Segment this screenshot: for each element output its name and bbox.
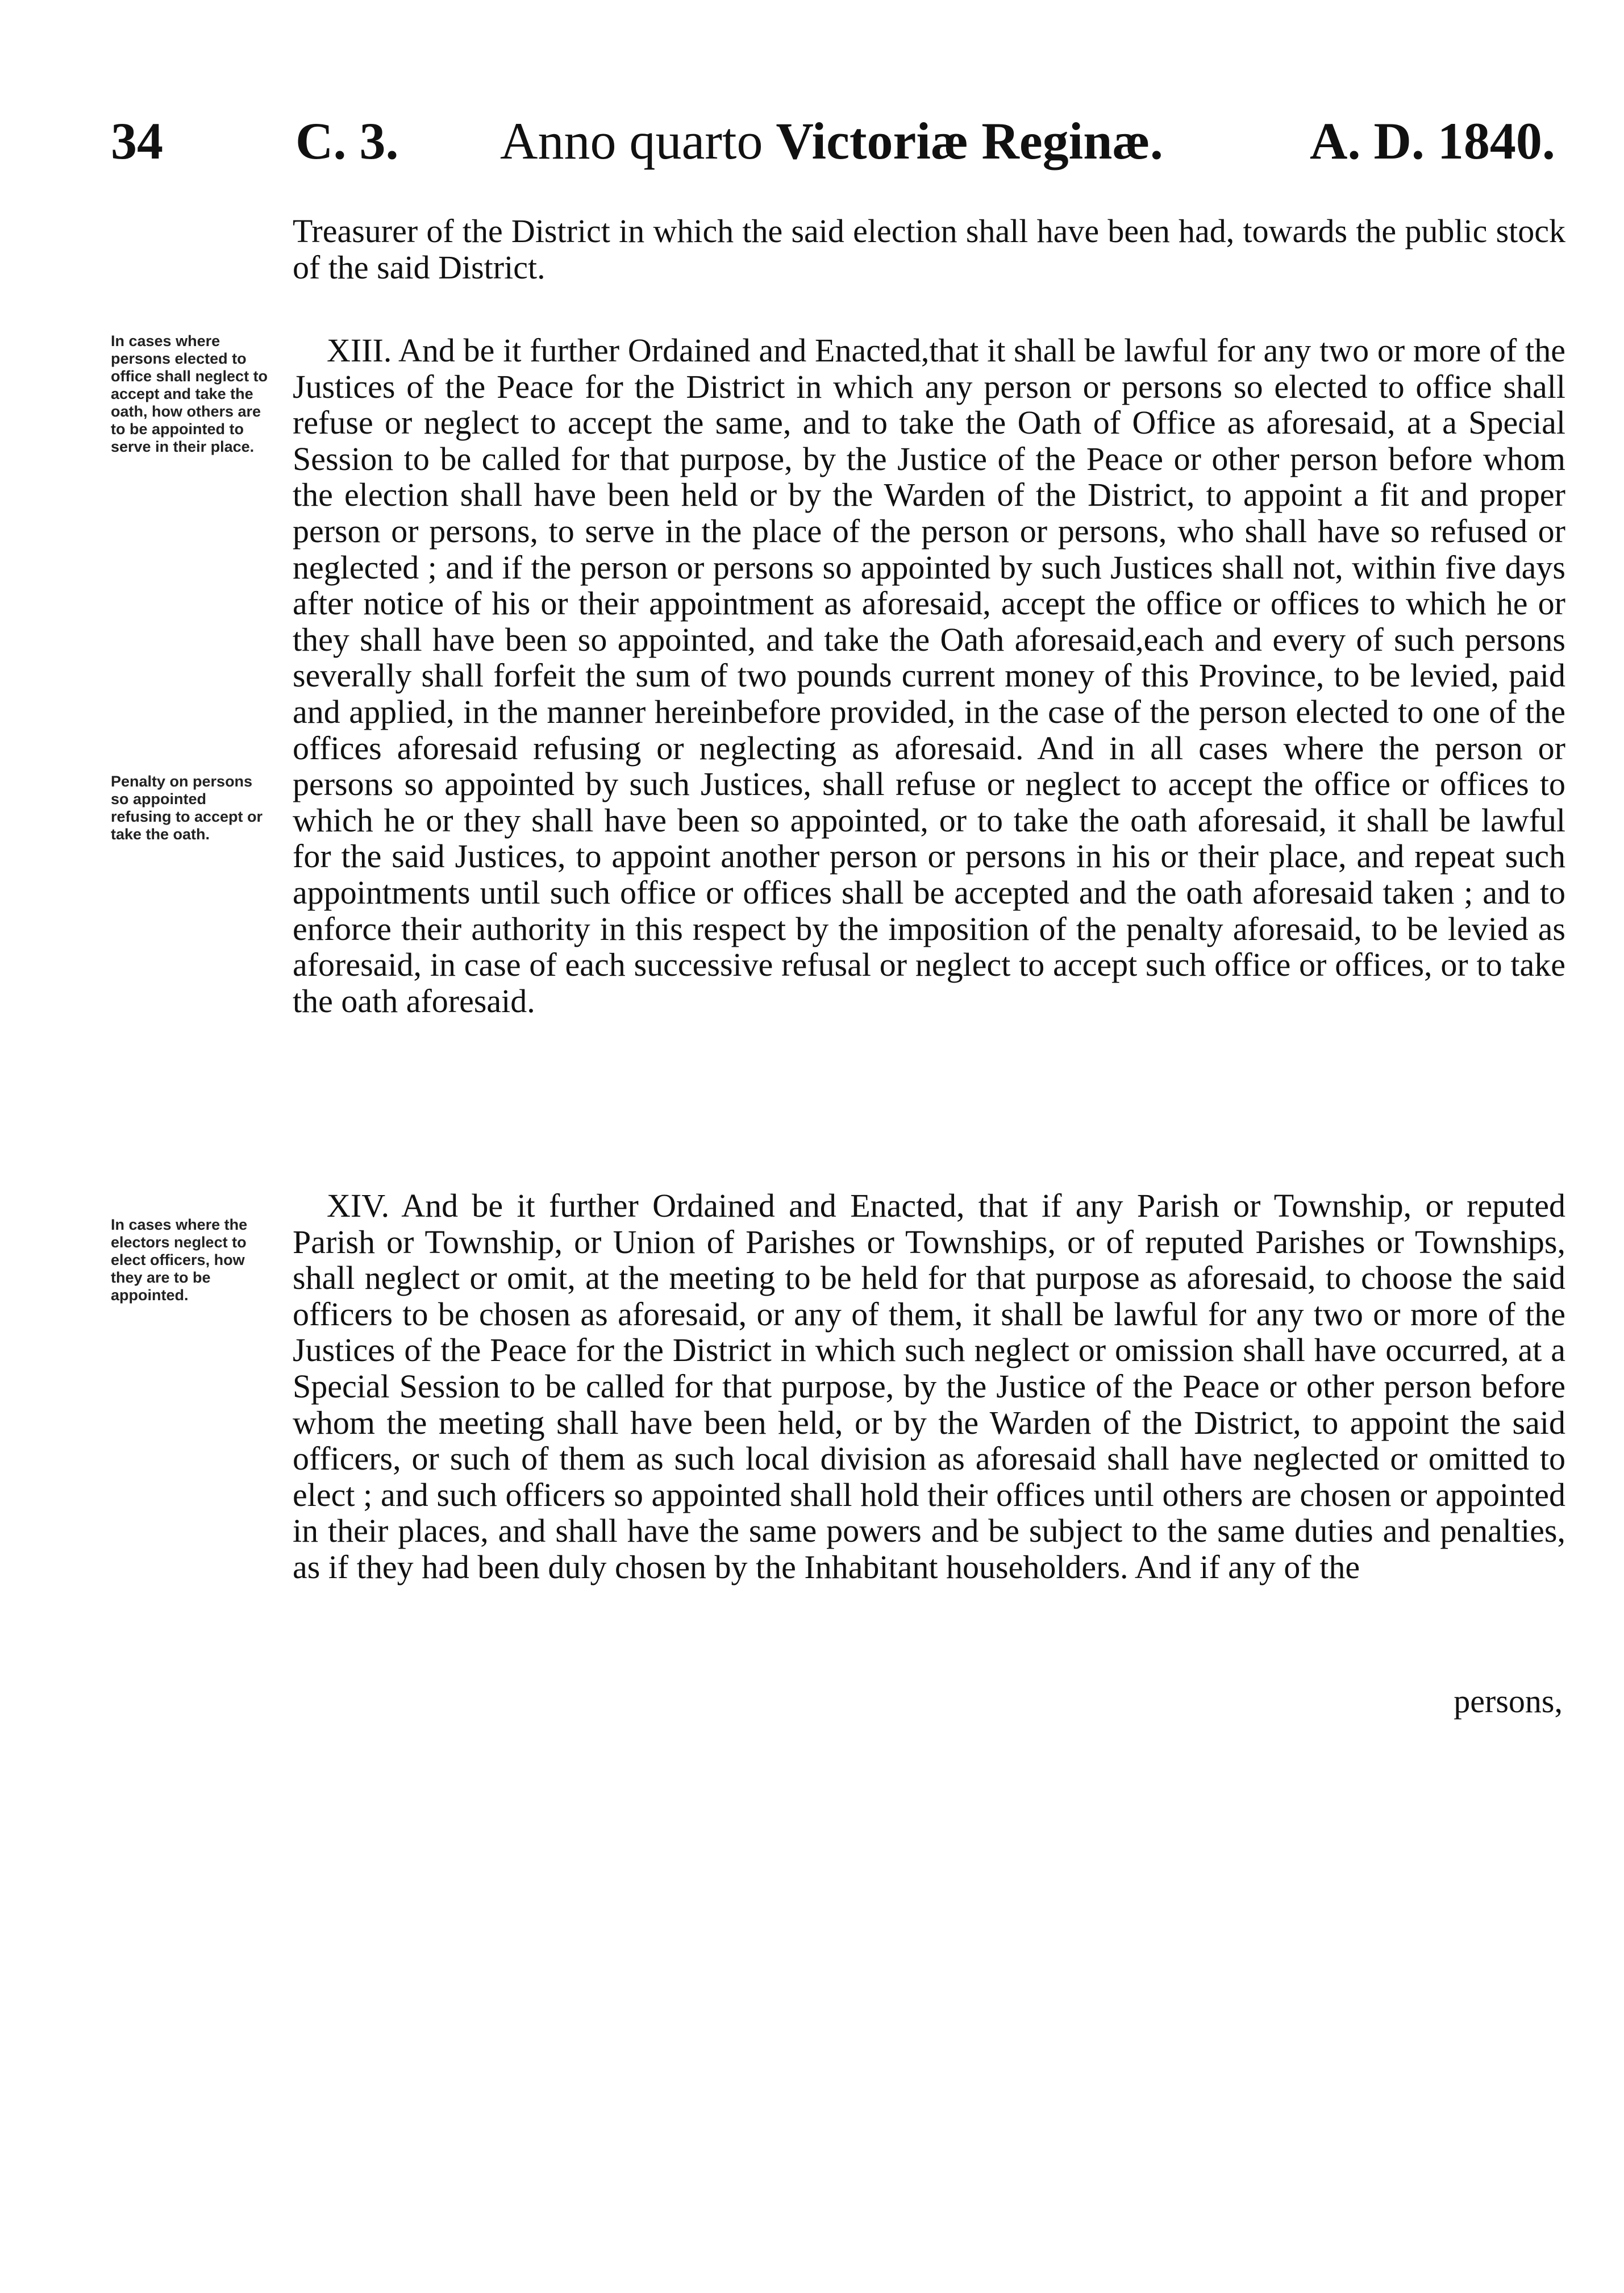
running-title (500, 111, 1163, 171)
running-title-part2: Victoriæ Reginæ. (776, 112, 1163, 170)
margin-note-3: In cases where the electors neglect to elect officers, how they are to be appointed. (111, 1216, 248, 1304)
intro-text: Treasurer of the District in which the said election shall have been had, towards the public stock of the said District. (293, 213, 1565, 286)
intro-paragraph (293, 213, 1565, 285)
section-xiii (293, 332, 1565, 1019)
section-xiii-text: XIII. And be it further Ordained and Enacted,that it shall be lawful for any two or more of the Justices of the Peace for the District in which any person or persons so elected to office shall refuse or neglect to accept the same, and to take the Oath of Office as aforesaid, at a Special Session to be called for that purpose, by the Justice of the Peace or other person before whom the election shall have been held or by the Warden of the District, to appoint a fit and proper person or persons, to serve in the place of the person or persons, who shall have so refused or neglected ; and if the person or persons so appointed by such Justices shall not, within five days after notice of his or their appointment as aforesaid, accept the office or offices to which he or they shall have been so appointed, and take the Oath aforesaid,each and every of such persons severally shall forfeit the sum of two pounds current money of this Province, to be levied, paid and applied, in the manner hereinbefore provided, in the case of the person elected to one of the offices aforesaid refusing or neglecting as aforesaid. And in all cases where the person or persons so appointed by such Justices, shall refuse or neglect to accept the office or offices to which he or they shall have been so appointed, or to take the oath aforesaid, it shall be lawful for the said Justices, to appoint another person or persons in his or their place, and repeat such appointments until such office or offices shall be accepted and the oath aforesaid taken ; and to enforce their authority in this respect by the imposition of the penalty aforesaid, to be levied as aforesaid, in case of each successive refusal or neglect to accept such office or offices, or to take the oath aforesaid. (293, 332, 1565, 1019)
section-xiv (293, 1188, 1565, 1585)
chapter-number: C. 3. (295, 112, 399, 170)
catchword: persons, (1454, 1683, 1563, 1720)
margin-note-2: Penalty on persons so appointed refusing to accept or take the oath. (111, 773, 263, 843)
page-number: 34 (111, 112, 163, 170)
running-title-part1: Anno quarto (500, 112, 776, 170)
margin-note-1: In cases where persons elected to office shall neglect to accept and take the oath, how others are to be appointed to serve in their place. (111, 332, 268, 455)
section-xiv-text: XIV. And be it further Ordained and Enacted, that if any Parish or Township, or reputed Parish or Township, or Union of Parishes or Townships, or of reputed Parishes or Townships, shall neglect or omit, at the meeting to be held for that purpose as aforesaid, to choose the said officers to be chosen as aforesaid, or any of them, it shall be lawful for any two or more of the Justices of the Peace for the District in which such neglect or omission shall have occurred, at a Special Session to be called for that purpose, by the Justice of the Peace or other person before whom the meeting shall have been held, or by the Warden of the District, to appoint the said officers, or such of them as such local division as aforesaid shall have neglected or omitted to elect ; and such officers so appointed shall hold their offices until others are chosen or appointed in their places, and shall have the same powers and be subject to the same duties and penalties, as if they had been duly chosen by the Inhabitant householders. And if any of the (293, 1187, 1565, 1585)
year-heading: A. D. 1840. (1310, 112, 1555, 170)
running-header (0, 111, 1624, 190)
